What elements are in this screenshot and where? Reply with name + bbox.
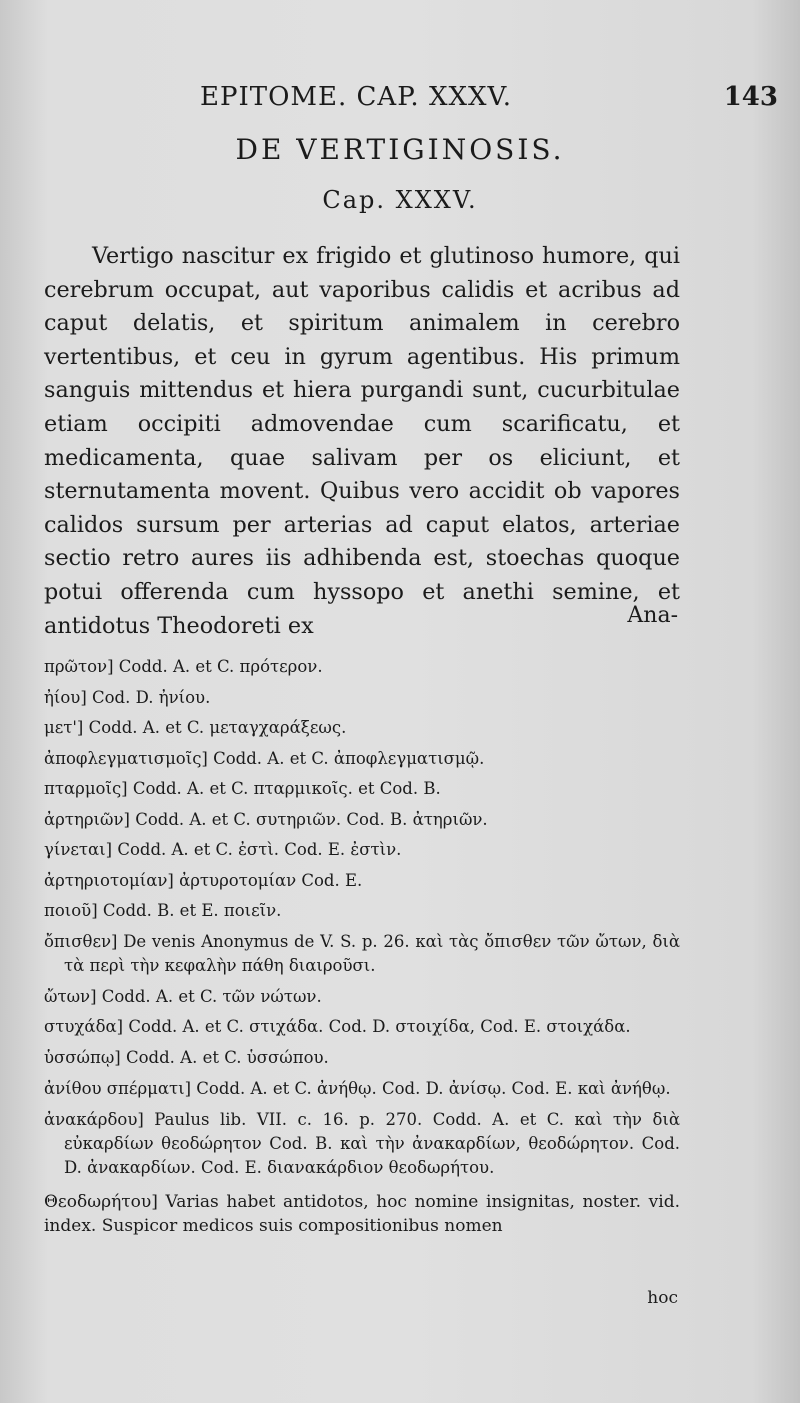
page-header [0,80,800,120]
footnote: ἀνακάρδου] Paulus lib. VII. c. 16. p. 270. Codd. A. et C. καὶ τὴν διὰ εὐκαρδίων θεοδώρητον Cod. B. καὶ τὴν ἀνακαρδίων, θεοδώρητον. Cod. D. ἀνακαρδίων. Cod. E. διανακάρδιον θεοδωρήτου. [44,1109,680,1177]
main-text [44,240,680,643]
running-head: EPITOME. CAP. XXXV. [200,82,512,112]
footnote: ἀρτηριῶν] Codd. A. et C. συτηριῶν. Cod. B. ἀτηριῶν. [44,809,488,829]
footnotes [44,655,680,1238]
footnote-final: Θεοδωρήτου] Varias habet antidotos, hoc nomine insignitas, noster. vid. index. Suspicor medicos suis compositionibus nomen [44,1191,680,1236]
footnote: γίνεται] Codd. A. et C. ἐστὶ. Cod. E. ἐστὶν. [44,840,402,859]
footnote: ἀνίθου σπέρματι] Codd. A. et C. ἀνήθῳ. Cod. D. ἀνίσῳ. Cod. E. καὶ ἀνήθῳ. [44,1078,671,1098]
footnote: ἀποφλεγματισμοῖς] Codd. A. et C. ἀποφλεγματισμῷ. [44,748,485,768]
footnote: ὤτων] Codd. A. et C. τῶν νώτων. [44,986,322,1006]
footnote: ὄπισθεν] De venis Anonymus de V. S. p. 26. καὶ τὰς ὄπισθεν τῶν ὤτων, διὰ τὰ περὶ τὴν κεφαλὴν πάθη διαιροῦσι. [44,931,680,975]
page-number: 143 [723,82,778,112]
footnote: ὑσσώπῳ] Codd. A. et C. ὑσσώπου. [44,1048,329,1067]
footnote: ἠίου] Cod. D. ἠνίου. [44,687,211,707]
footnote: ἀρτηριοτομίαν] ἀρτυροτομίαν Cod. E. [44,870,363,890]
chapter-label: Cap. XXXV. [322,186,478,214]
footnote: μετ'] Codd. A. et C. μεταγχαράξεως. [44,718,347,737]
footnote: στυχάδα] Codd. A. et C. στιχάδα. Cod. D. στοιχίδα, Cod. E. στοιχάδα. [44,1017,631,1036]
section-title: DE VERTIGINOSIS. [235,133,565,166]
catchword: Ana- [627,603,678,628]
bottom-catchword: hoc [647,1288,678,1308]
footnote: ποιοῦ] Codd. B. et E. ποιεῖν. [44,901,282,920]
footnote: πταρμοῖς] Codd. A. et C. πταρμικοῖς. et Cod. B. [44,779,441,798]
footnote: πρῶτον] Codd. A. et C. πρότερον. [44,657,323,676]
main-paragraph: Vertigo nascitur ex frigido et glutinoso humore, qui cerebrum occupat, aut vaporibus calidis et acribus ad caput delatis, et spiritum animalem in cerebro vertentibus, et ceu in gyrum agentibus. His primum sanguis mittendus et hiera purgandi sunt, cucurbitulae etiam occipiti admovendae cum scarificatu, et medicamenta, quae salivam per os eliciunt, et sternutamenta movent. Quibus vero accidit ob vapores calidos sursum per arterias ad caput elatos, arteriae sectio retro aures iis adhibenda est, stoechas quoque potui offerenda cum hyssopo et anethi semine, et antidotus Theodoreti ex [44,243,680,639]
